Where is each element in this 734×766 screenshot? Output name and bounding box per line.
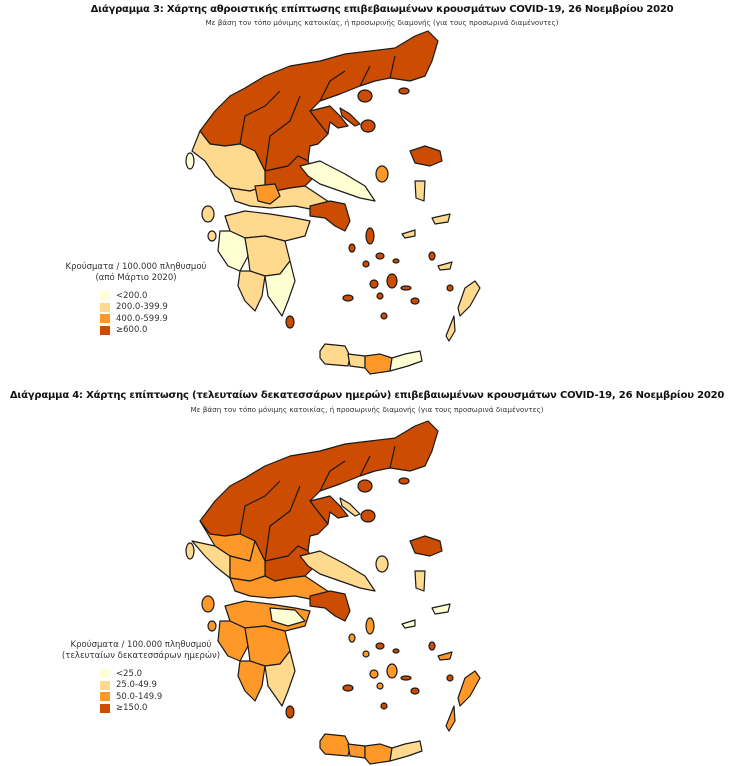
legend-item xyxy=(100,691,226,703)
region-rethymno xyxy=(348,354,365,368)
island-corfu xyxy=(186,153,194,169)
figure-14day-incidence-map xyxy=(0,386,734,766)
island-tinos xyxy=(376,253,384,259)
island-kythira xyxy=(286,706,294,718)
region-chania xyxy=(320,734,350,756)
legend-item xyxy=(100,313,216,325)
island-andros xyxy=(366,228,374,244)
island-chios xyxy=(415,571,425,591)
island-kea xyxy=(349,244,355,252)
legend-title-line2: (τελευταίων δεκατεσσάρων ημερών) xyxy=(61,651,221,661)
island-lemnos xyxy=(361,120,375,132)
island-kefalonia xyxy=(202,206,214,222)
island-kythira xyxy=(286,316,294,328)
island-ios xyxy=(377,293,383,299)
legend-swatch-low xyxy=(100,681,110,690)
legend-item xyxy=(100,325,216,337)
legend-title-line2: (από Μάρτιο 2020) xyxy=(95,273,177,283)
island-thasos xyxy=(358,480,372,492)
island-kea xyxy=(349,634,355,642)
figure-cumulative-incidence-map xyxy=(0,0,734,380)
legend-label: 25.0-49.9 xyxy=(116,680,157,691)
island-ikaria xyxy=(402,620,415,628)
island-tinos xyxy=(376,643,384,649)
figure-title: Διάγραμμα 3: Χάρτης αθροιστικής επίπτωσης επιβεβαιωμένων κρουσμάτων COVID-19, 26 Νοεμβρίου 2020 xyxy=(90,4,674,15)
island-milos xyxy=(343,685,353,691)
island-syros xyxy=(363,261,369,267)
legend-swatch-high xyxy=(100,326,110,335)
island-santorini xyxy=(381,313,387,319)
island-milos xyxy=(343,295,353,301)
legend-swatch-mid xyxy=(100,314,110,323)
island-kalymnos xyxy=(429,252,435,260)
legend-title-line1: Κρούσματα / 100.000 πληθυσμού xyxy=(70,640,212,650)
island-samothraki xyxy=(399,88,409,94)
region-attica xyxy=(310,591,350,621)
region-lasithi xyxy=(390,351,422,371)
island-andros xyxy=(366,618,374,634)
island-rhodes xyxy=(458,281,480,316)
legend-swatch-lowest xyxy=(100,669,110,678)
island-skyros xyxy=(376,556,388,572)
legend-item xyxy=(100,302,216,314)
island-astypalaia xyxy=(411,298,419,304)
legend-item xyxy=(100,703,226,715)
map-legend xyxy=(56,262,216,336)
legend-item xyxy=(100,668,226,680)
island-mykonos xyxy=(393,649,399,653)
region-chania xyxy=(320,344,350,366)
legend-title xyxy=(56,262,216,284)
legend-label: ≥150.0 xyxy=(116,703,148,714)
legend-label: 50.0-149.9 xyxy=(116,691,163,702)
legend-item xyxy=(100,290,216,302)
island-lesvos xyxy=(410,146,442,166)
island-karpathos xyxy=(446,706,455,731)
legend-items xyxy=(100,668,226,714)
legend-label: <200.0 xyxy=(116,290,148,301)
island-lemnos xyxy=(361,510,375,522)
island-ikaria xyxy=(402,230,415,238)
island-samothraki xyxy=(399,478,409,484)
island-zakynthos xyxy=(208,231,216,241)
legend-swatch-high xyxy=(100,704,110,713)
island-chios xyxy=(415,181,425,201)
figure-subtitle: Με βάση τον τόπο μόνιμης κατοικίας, ή προσωρινής διαμονής (για τους προσωρινά διαμένοντες) xyxy=(190,405,544,414)
island-mykonos xyxy=(393,259,399,263)
legend-swatch-mid xyxy=(100,692,110,701)
region-heraklion xyxy=(365,354,392,374)
island-kalymnos xyxy=(429,642,435,650)
figure-subtitle: Με βάση τον τόπο μόνιμης κατοικίας, ή προσωρινής διαμονής (για τους προσωρινά διαμένοντες) xyxy=(205,18,559,27)
region-ilia xyxy=(218,231,248,271)
map-legend xyxy=(56,640,226,714)
island-samos xyxy=(432,604,450,614)
legend-title xyxy=(56,640,226,662)
island-kos xyxy=(438,652,452,660)
region-messinia xyxy=(238,271,265,311)
map-svg xyxy=(170,26,530,371)
legend-swatch-low xyxy=(100,303,110,312)
region-attica xyxy=(310,201,350,231)
island-corfu xyxy=(186,543,194,559)
island-thasos xyxy=(358,90,372,102)
region-rethymno xyxy=(348,744,365,758)
legend-label: ≥600.0 xyxy=(116,325,148,336)
island-tilos xyxy=(447,675,453,681)
island-karpathos xyxy=(446,316,455,341)
island-samos xyxy=(432,214,450,224)
island-kefalonia xyxy=(202,596,214,612)
island-kos xyxy=(438,262,452,270)
legend-swatch-lowest xyxy=(100,291,110,300)
legend-label: <25.0 xyxy=(116,668,143,679)
island-paros xyxy=(370,670,378,678)
island-amorgos xyxy=(401,676,411,680)
region-lasithi xyxy=(390,741,422,761)
island-naxos xyxy=(387,664,397,678)
legend-items xyxy=(100,290,216,336)
island-santorini xyxy=(381,703,387,709)
greece-choropleth-map xyxy=(170,26,530,371)
legend-label: 400.0-599.9 xyxy=(116,313,168,324)
legend-label: 200.0-399.9 xyxy=(116,302,168,313)
island-skyros xyxy=(376,166,388,182)
island-tilos xyxy=(447,285,453,291)
region-heraklion xyxy=(365,744,392,764)
region-messinia xyxy=(238,661,265,701)
island-zakynthos xyxy=(208,621,216,631)
figure-title: Διάγραμμα 4: Χάρτης επίπτωσης (τελευταίων δεκατεσσάρων ημερών) επιβεβαιωμένων κρουσμάτων COVID-19, 26 Νοεμβρίου 2020 xyxy=(9,390,725,401)
island-amorgos xyxy=(401,286,411,290)
island-syros xyxy=(363,651,369,657)
island-paros xyxy=(370,280,378,288)
island-naxos xyxy=(387,274,397,288)
island-astypalaia xyxy=(411,688,419,694)
island-rhodes xyxy=(458,671,480,706)
legend-title-line1: Κρούσματα / 100.000 πληθυσμού xyxy=(65,262,207,272)
island-ios xyxy=(377,683,383,689)
island-lesvos xyxy=(410,536,442,556)
legend-item xyxy=(100,680,226,692)
